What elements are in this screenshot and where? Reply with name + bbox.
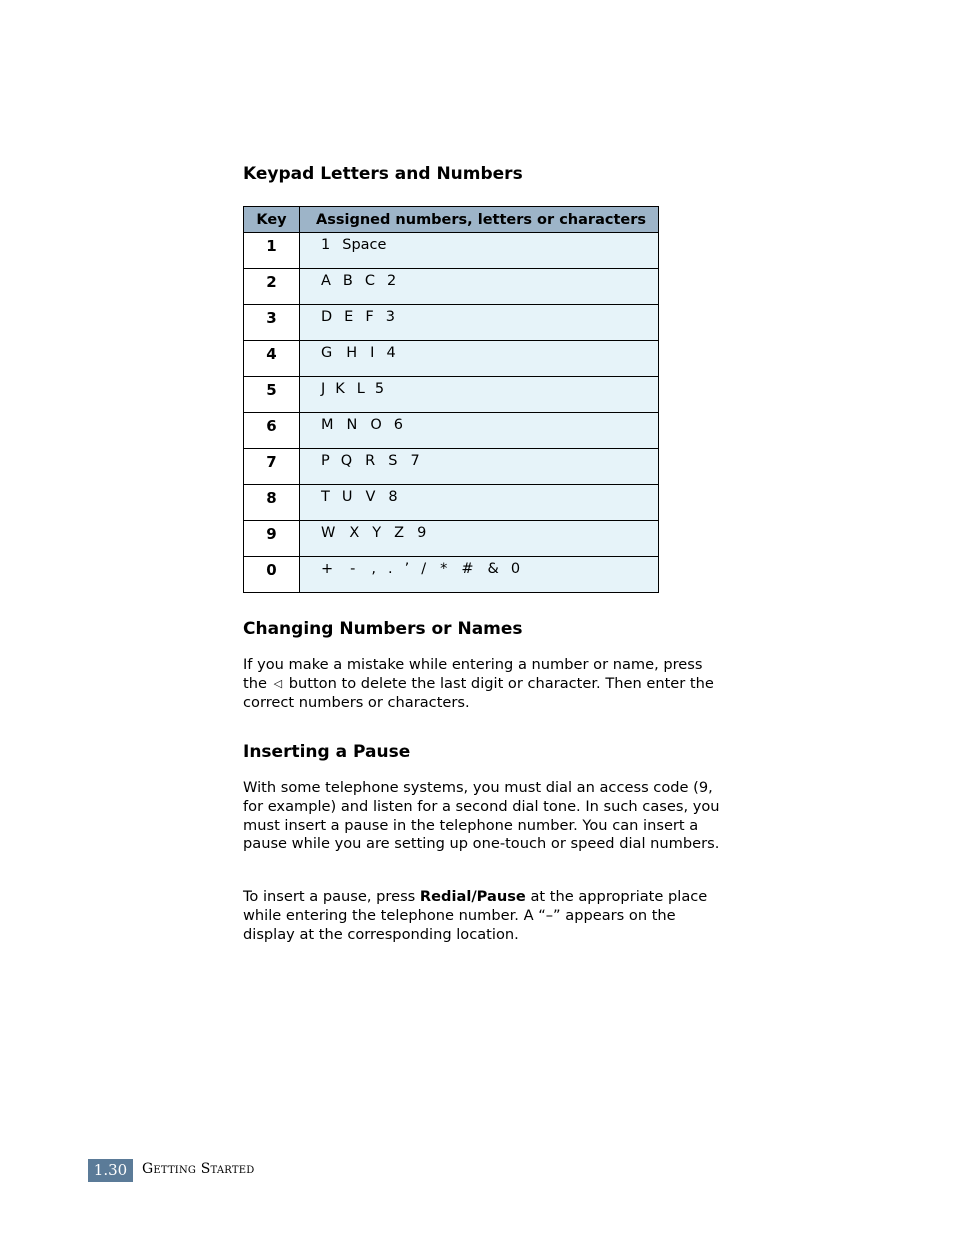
- key-cell: 8: [244, 485, 300, 521]
- assigned-character: H: [346, 345, 358, 361]
- characters-cell: [300, 485, 659, 521]
- section-heading-keypad: Keypad Letters and Numbers: [243, 164, 523, 184]
- table-header-row: [244, 207, 659, 233]
- assigned-character: *: [440, 561, 448, 577]
- keypad-table-body: [244, 233, 659, 593]
- key-cell: 3: [244, 305, 300, 341]
- table-row: [244, 269, 659, 305]
- table-row: [244, 305, 659, 341]
- characters-cell: [300, 305, 659, 341]
- changing-paragraph: [243, 656, 721, 712]
- assigned-character: I: [370, 345, 375, 361]
- assigned-character: #: [461, 561, 474, 577]
- redial-pause-button-name: Redial/Pause: [419, 888, 526, 905]
- assigned-character: 3: [385, 309, 395, 325]
- assigned-character: K: [335, 381, 345, 397]
- characters-cell: [300, 449, 659, 485]
- assigned-character: 8: [388, 489, 398, 505]
- assigned-character: M: [321, 417, 334, 433]
- assigned-character: V: [365, 489, 376, 505]
- changing-text-before: If you make a mistake while entering a number or name, press the: [243, 656, 703, 692]
- keypad-table: [243, 206, 659, 593]
- table-row: [244, 449, 659, 485]
- table-row: [244, 233, 659, 269]
- assigned-character: 9: [417, 525, 427, 541]
- characters-cell: [300, 269, 659, 305]
- characters-cell: [300, 233, 659, 269]
- key-cell: 5: [244, 377, 300, 413]
- assigned-character: Y: [372, 525, 382, 541]
- pause-paragraph-1: With some telephone systems, you must dial an access code (9, for example) and listen for a second dial tone. In such cases, you must insert a pause in the telephone number. You can insert a pause while you are setting up one-touch or speed dial numbers.: [243, 779, 720, 853]
- assigned-character: Space: [342, 237, 387, 253]
- assigned-character: /: [421, 561, 427, 577]
- assigned-character: X: [349, 525, 360, 541]
- characters-cell: [300, 341, 659, 377]
- assigned-character: T: [321, 489, 330, 505]
- assigned-character: .: [388, 561, 393, 577]
- characters-cell: [300, 413, 659, 449]
- footer-section-title: Getting Started: [142, 1161, 255, 1177]
- key-cell: 0: [244, 557, 300, 593]
- assigned-character: -: [350, 561, 356, 577]
- assigned-character: ’: [404, 561, 410, 577]
- assigned-character: &: [487, 561, 499, 577]
- table-row: [244, 377, 659, 413]
- assigned-character: L: [356, 381, 365, 397]
- pause-paragraph-2: [243, 888, 721, 944]
- assigned-character: S: [388, 453, 398, 469]
- assigned-character: 4: [386, 345, 396, 361]
- pause-text-after: at the appropriate place while entering the telephone number. A “–” appears on the display at the corresponding location.: [243, 888, 708, 943]
- assigned-character: F: [365, 309, 374, 325]
- key-cell: 6: [244, 413, 300, 449]
- table-row: [244, 485, 659, 521]
- column-header-characters: Assigned numbers, letters or characters: [300, 207, 659, 233]
- column-header-key: Key: [244, 207, 300, 233]
- back-arrow-icon: ◁: [273, 676, 283, 690]
- key-cell: 2: [244, 269, 300, 305]
- assigned-character: U: [341, 489, 353, 505]
- section-heading-changing: Changing Numbers or Names: [243, 619, 523, 639]
- key-cell: 7: [244, 449, 300, 485]
- assigned-character: +: [321, 561, 334, 577]
- assigned-character: 5: [374, 381, 385, 397]
- assigned-character: 7: [410, 453, 420, 469]
- assigned-character: 0: [510, 561, 521, 577]
- page-number: 1.30: [88, 1159, 133, 1182]
- assigned-character: D: [321, 309, 333, 325]
- assigned-character: ,: [371, 561, 376, 577]
- assigned-character: G: [321, 345, 333, 361]
- key-cell: 4: [244, 341, 300, 377]
- assigned-character: R: [365, 453, 376, 469]
- changing-text-after: button to delete the last digit or character. Then enter the correct numbers or characters.: [243, 674, 714, 711]
- characters-cell: [300, 377, 659, 413]
- pause-text-before: To insert a pause, press: [243, 888, 416, 905]
- table-row: [244, 557, 659, 593]
- assigned-character: C: [364, 273, 375, 289]
- assigned-character: E: [344, 309, 354, 325]
- characters-cell: [300, 557, 659, 593]
- assigned-character: 6: [393, 417, 404, 433]
- section-heading-pause: Inserting a Pause: [243, 742, 411, 762]
- assigned-character: Q: [340, 453, 353, 469]
- assigned-character: 2: [387, 273, 397, 289]
- assigned-character: O: [370, 417, 382, 433]
- assigned-character: 1: [321, 237, 331, 253]
- characters-cell: [300, 521, 659, 557]
- assigned-character: J: [321, 381, 326, 397]
- assigned-character: A: [321, 273, 331, 289]
- assigned-character: P: [321, 453, 330, 469]
- assigned-character: B: [342, 273, 353, 289]
- assigned-character: Z: [394, 525, 405, 541]
- table-row: [244, 341, 659, 377]
- key-cell: 9: [244, 521, 300, 557]
- assigned-character: N: [346, 417, 358, 433]
- assigned-character: W: [321, 525, 336, 541]
- table-row: [244, 413, 659, 449]
- table-row: [244, 521, 659, 557]
- key-cell: 1: [244, 233, 300, 269]
